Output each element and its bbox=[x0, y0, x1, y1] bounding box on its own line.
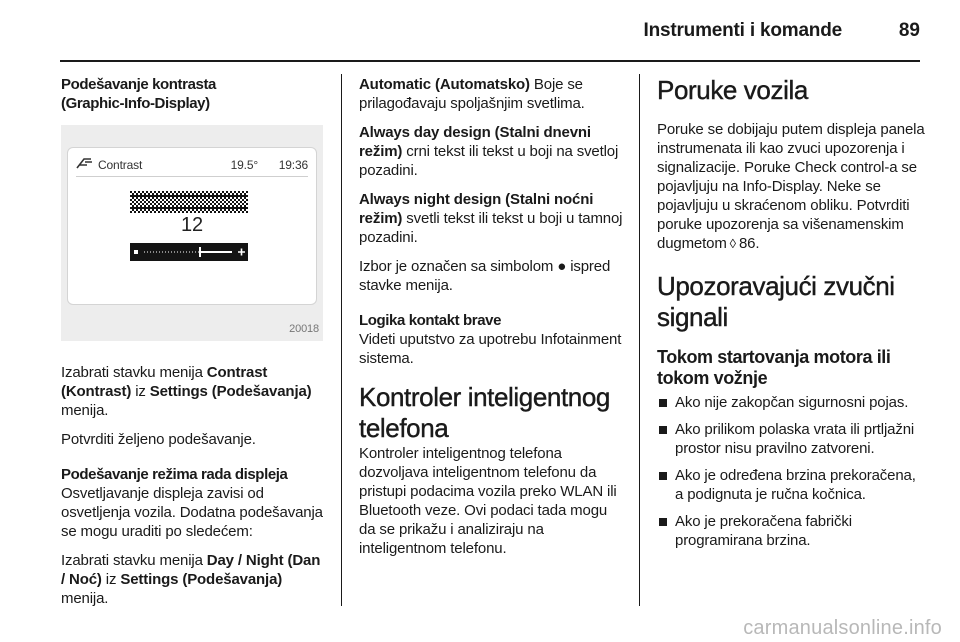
column-divider-1 bbox=[341, 74, 342, 606]
vehicle-messages-paragraph: Poruke se dobijaju putem displeja panela instrumenata ili kao zvuci upozorenja i signalizacije. Poruke Check control-a se pojavljuju na Info-Display. Neke se pojavljuju u skraćenom obliku. Potvrditi poruke upozorenja sa višenamenskim dugmetom ◊ 86. bbox=[657, 121, 925, 252]
chime-conditions-list bbox=[657, 393, 927, 550]
header-rule bbox=[60, 60, 920, 62]
display-mode-paragraph: Osvetljavanje displeja zavisi od osvetljenja vozila. Dodatna podešavanja se mogu uraditi po sledećem: bbox=[61, 485, 323, 540]
day-design-paragraph: Always day design (Stalni dnevni režim) crni tekst ili tekst u boji na svetloj pozadini. bbox=[359, 124, 619, 179]
list-item: Ako je određena brzina prekoračena, a podignuta je ručna kočnica. bbox=[657, 466, 927, 504]
page-title: Instrumenti i komande bbox=[643, 20, 842, 41]
display-separator bbox=[76, 176, 308, 177]
night-design-paragraph: Always night design (Stalni noćni režim) svetli tekst ili tekst u boji u tamnoj pozadini. bbox=[359, 191, 623, 246]
column-2 bbox=[359, 75, 627, 568]
select-contrast-paragraph: Izabrati stavku menija Contrast (Kontrast) iz Settings (Podešavanja) menija. bbox=[61, 364, 312, 419]
page-number: 89 bbox=[898, 20, 920, 41]
contrast-display-figure bbox=[61, 125, 323, 341]
confirm-paragraph: Potvrditi željeno podešavanje. bbox=[61, 431, 256, 448]
contrast-slider[interactable] bbox=[130, 243, 248, 261]
column-3 bbox=[657, 75, 927, 558]
display-frame bbox=[67, 147, 317, 305]
list-item: Ako je prekoračena fabrički programirana brzina. bbox=[657, 512, 927, 550]
display-label: Contrast bbox=[98, 158, 143, 172]
contrast-heading: Podešavanje kontrasta (Graphic-Info-Display) bbox=[61, 76, 217, 112]
page-reference-icon: ◊ bbox=[729, 236, 736, 251]
vehicle-messages-heading: Poruke vozila bbox=[657, 75, 808, 105]
page-header bbox=[0, 0, 960, 62]
automatic-paragraph: Automatic (Automatsko) Boje se prilagođavaju spoljašnjim svetlima. bbox=[359, 76, 585, 112]
page-reference[interactable]: 86. bbox=[738, 235, 760, 252]
ignition-logic-paragraph: Videti uputstvo za upotrebu Infotainment sistema. bbox=[359, 331, 622, 367]
smartphone-controller-heading: Kontroler inteligentnog telefona bbox=[359, 382, 610, 443]
smartphone-controller-paragraph: Kontroler inteligentnog telefona dozvoljava inteligentnom telefonu da pristupi podacima vozila preko WLAN ili Bluetooth veze. Ovi podaci tada mogu da se prikažu i analiziraju na inteligentnom telefonu. bbox=[359, 445, 617, 557]
column-divider-2 bbox=[639, 74, 640, 606]
contrast-value: 12 bbox=[181, 214, 203, 236]
contrast-test-pattern bbox=[130, 191, 248, 213]
list-item: Ako nije zakopčan sigurnosni pojas. bbox=[657, 393, 927, 412]
slider-thumb[interactable] bbox=[199, 247, 201, 257]
bullet-icon bbox=[659, 472, 667, 480]
bullet-icon bbox=[659, 518, 667, 526]
watermark: carmanualsonline.info bbox=[743, 617, 942, 639]
minus-icon bbox=[134, 250, 138, 254]
selection-paragraph: Izbor je označen sa simbolom ● ispred stavke menija. bbox=[359, 258, 611, 294]
display-mode-heading: Podešavanje režima rada displeja bbox=[61, 466, 288, 483]
display-temperature: 19.5° bbox=[230, 158, 258, 172]
selected-bullet-icon: ● bbox=[557, 258, 567, 275]
chimes-subheading: Tokom startovanja motora ili tokom vožnje bbox=[657, 347, 891, 388]
list-item: Ako prilikom polaska vrata ili prtljažni prostor nisu pravilno zatvoreni. bbox=[657, 420, 927, 458]
warning-chimes-heading: Upozoravajući zvučni signali bbox=[657, 271, 895, 332]
plus-icon bbox=[238, 249, 245, 256]
figure-id: 20018 bbox=[289, 323, 319, 335]
display-settings-icon bbox=[76, 156, 94, 175]
bullet-icon bbox=[659, 426, 667, 434]
display-status-bar bbox=[76, 154, 308, 172]
display-time: 19:36 bbox=[278, 158, 308, 172]
column-1 bbox=[61, 75, 323, 618]
bullet-icon bbox=[659, 399, 667, 407]
ignition-logic-heading: Logika kontakt brave bbox=[359, 312, 502, 329]
select-daynight-paragraph: Izabrati stavku menija Day / Night (Dan / Noć) iz Settings (Podešavanja) menija. bbox=[61, 552, 321, 607]
